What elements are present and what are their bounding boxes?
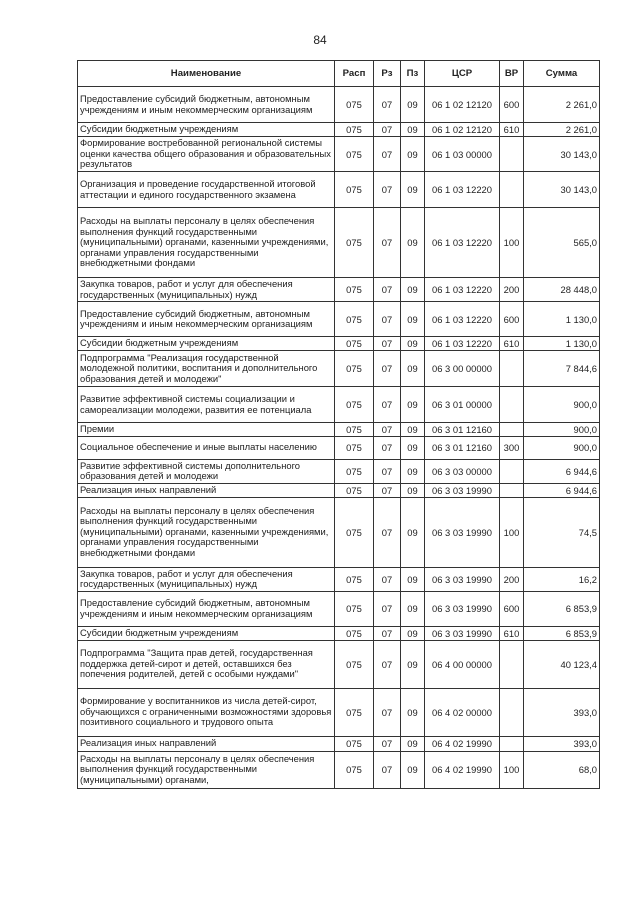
cell-vr xyxy=(500,483,524,497)
cell-vr: 100 xyxy=(500,497,524,567)
table-row xyxy=(78,302,600,337)
cell-vr xyxy=(500,172,524,208)
cell-sum: 6 944,6 xyxy=(524,483,600,497)
cell-name: Подпрограмма "Реализация государственной молодежной политики, воспитания и дополнительного образования детей и молодежи" xyxy=(78,351,335,387)
header-sum: Сумма xyxy=(524,61,600,87)
cell-pz: 09 xyxy=(401,302,425,337)
cell-sum: 900,0 xyxy=(524,436,600,459)
table-row xyxy=(78,567,600,591)
cell-sum: 900,0 xyxy=(524,423,600,437)
cell-pz: 09 xyxy=(401,123,425,137)
cell-vr xyxy=(500,459,524,483)
table-row xyxy=(78,387,600,423)
cell-name: Развитие эффективной системы социализации и самореализации молодежи, развития ее потенциала xyxy=(78,387,335,423)
cell-sum: 900,0 xyxy=(524,387,600,423)
cell-pz: 09 xyxy=(401,436,425,459)
cell-pz: 09 xyxy=(401,626,425,640)
cell-name: Подпрограмма "Защита прав детей, государственная поддержка детей-сирот и детей, оставшихся без попечения родителей, детей с особыми нуждами" xyxy=(78,640,335,688)
cell-name: Реализация иных направлений xyxy=(78,483,335,497)
table-row xyxy=(78,459,600,483)
header-vr: ВР xyxy=(500,61,524,87)
cell-rz: 07 xyxy=(374,736,401,751)
table-row xyxy=(78,483,600,497)
table-row xyxy=(78,137,600,172)
cell-sum: 6 944,6 xyxy=(524,459,600,483)
cell-name: Развитие эффективной системы дополнительного образования детей и молодежи xyxy=(78,459,335,483)
cell-csr: 06 3 03 19990 xyxy=(425,626,500,640)
cell-name: Субсидии бюджетным учреждениям xyxy=(78,337,335,351)
cell-rz: 07 xyxy=(374,172,401,208)
cell-csr: 06 1 03 12220 xyxy=(425,278,500,302)
cell-sum: 74,5 xyxy=(524,497,600,567)
cell-pz: 09 xyxy=(401,423,425,437)
table-row xyxy=(78,87,600,123)
cell-sum: 1 130,0 xyxy=(524,302,600,337)
cell-rasp: 075 xyxy=(335,278,374,302)
cell-rz: 07 xyxy=(374,640,401,688)
cell-name: Предоставление субсидий бюджетным, автономным учреждениям и иным некоммерческим организациям xyxy=(78,591,335,626)
cell-rasp: 075 xyxy=(335,591,374,626)
cell-rasp: 075 xyxy=(335,337,374,351)
cell-pz: 09 xyxy=(401,497,425,567)
cell-rz: 07 xyxy=(374,302,401,337)
cell-rasp: 075 xyxy=(335,423,374,437)
cell-rz: 07 xyxy=(374,567,401,591)
cell-rz: 07 xyxy=(374,626,401,640)
table-row xyxy=(78,208,600,278)
cell-rasp: 075 xyxy=(335,688,374,736)
cell-csr: 06 3 01 12160 xyxy=(425,423,500,437)
cell-name: Формирование у воспитанников из числа детей-сирот, обучающихся с ограниченными возможностями здоровья позитивного социального и трудового опыта xyxy=(78,688,335,736)
cell-vr xyxy=(500,423,524,437)
cell-pz: 09 xyxy=(401,278,425,302)
table-header-row xyxy=(78,61,600,87)
cell-rz: 07 xyxy=(374,459,401,483)
cell-rasp: 075 xyxy=(335,208,374,278)
cell-csr: 06 1 03 12220 xyxy=(425,172,500,208)
cell-rz: 07 xyxy=(374,337,401,351)
cell-vr: 300 xyxy=(500,436,524,459)
table-row xyxy=(78,436,600,459)
cell-sum: 16,2 xyxy=(524,567,600,591)
cell-name: Премии xyxy=(78,423,335,437)
cell-rz: 07 xyxy=(374,591,401,626)
cell-name: Расходы на выплаты персоналу в целях обеспечения выполнения функций государственными (муниципальными) органами, казенными учреждениями, органами управления государственными внебюджетными фондами xyxy=(78,208,335,278)
table-row xyxy=(78,736,600,751)
cell-csr: 06 1 03 12220 xyxy=(425,302,500,337)
cell-name: Формирование востребованной региональной системы оценки качества общего образования и образовательных результатов xyxy=(78,137,335,172)
cell-rasp: 075 xyxy=(335,302,374,337)
table-row xyxy=(78,751,600,788)
cell-rasp: 075 xyxy=(335,751,374,788)
cell-rasp: 075 xyxy=(335,351,374,387)
cell-name: Субсидии бюджетным учреждениям xyxy=(78,626,335,640)
table-body xyxy=(78,87,600,789)
cell-sum: 393,0 xyxy=(524,736,600,751)
cell-vr xyxy=(500,640,524,688)
cell-sum: 1 130,0 xyxy=(524,337,600,351)
cell-csr: 06 4 00 00000 xyxy=(425,640,500,688)
cell-csr: 06 3 00 00000 xyxy=(425,351,500,387)
cell-sum: 6 853,9 xyxy=(524,626,600,640)
table-row xyxy=(78,626,600,640)
cell-sum: 2 261,0 xyxy=(524,87,600,123)
table-row xyxy=(78,591,600,626)
cell-rasp: 075 xyxy=(335,387,374,423)
cell-rz: 07 xyxy=(374,751,401,788)
cell-pz: 09 xyxy=(401,337,425,351)
cell-csr: 06 1 02 12120 xyxy=(425,87,500,123)
table-row xyxy=(78,123,600,137)
cell-pz: 09 xyxy=(401,208,425,278)
cell-csr: 06 1 03 12220 xyxy=(425,337,500,351)
cell-csr: 06 1 02 12120 xyxy=(425,123,500,137)
cell-vr: 600 xyxy=(500,87,524,123)
cell-vr: 610 xyxy=(500,337,524,351)
cell-pz: 09 xyxy=(401,567,425,591)
cell-name: Социальное обеспечение и иные выплаты населению xyxy=(78,436,335,459)
header-pz: Пз xyxy=(401,61,425,87)
cell-rasp: 075 xyxy=(335,172,374,208)
cell-sum: 7 844,6 xyxy=(524,351,600,387)
cell-pz: 09 xyxy=(401,736,425,751)
cell-rasp: 075 xyxy=(335,87,374,123)
cell-name: Предоставление субсидий бюджетным, автономным учреждениям и иным некоммерческим организациям xyxy=(78,302,335,337)
cell-name: Реализация иных направлений xyxy=(78,736,335,751)
cell-sum: 2 261,0 xyxy=(524,123,600,137)
cell-vr: 600 xyxy=(500,302,524,337)
table-row xyxy=(78,497,600,567)
budget-table xyxy=(77,60,600,789)
cell-csr: 06 3 03 19990 xyxy=(425,567,500,591)
cell-pz: 09 xyxy=(401,351,425,387)
cell-vr: 610 xyxy=(500,123,524,137)
cell-vr: 610 xyxy=(500,626,524,640)
cell-rasp: 075 xyxy=(335,137,374,172)
cell-csr: 06 1 03 00000 xyxy=(425,137,500,172)
cell-rasp: 075 xyxy=(335,736,374,751)
cell-rz: 07 xyxy=(374,278,401,302)
cell-rasp: 075 xyxy=(335,436,374,459)
cell-pz: 09 xyxy=(401,87,425,123)
cell-name: Расходы на выплаты персоналу в целях обеспечения выполнения функций государственными (муниципальными) органами, казенными учреждениями, органами управления государственными внебюджетными фондами xyxy=(78,497,335,567)
cell-rz: 07 xyxy=(374,483,401,497)
cell-vr: 600 xyxy=(500,591,524,626)
cell-sum: 30 143,0 xyxy=(524,137,600,172)
table-row xyxy=(78,640,600,688)
cell-rz: 07 xyxy=(374,436,401,459)
cell-rasp: 075 xyxy=(335,123,374,137)
cell-csr: 06 3 01 00000 xyxy=(425,387,500,423)
cell-sum: 28 448,0 xyxy=(524,278,600,302)
header-name: Наименование xyxy=(78,61,335,87)
table-row xyxy=(78,278,600,302)
cell-rz: 07 xyxy=(374,423,401,437)
cell-csr: 06 3 03 00000 xyxy=(425,459,500,483)
cell-csr: 06 4 02 19990 xyxy=(425,736,500,751)
cell-rasp: 075 xyxy=(335,459,374,483)
cell-pz: 09 xyxy=(401,137,425,172)
cell-vr xyxy=(500,688,524,736)
cell-vr xyxy=(500,387,524,423)
cell-pz: 09 xyxy=(401,751,425,788)
cell-rasp: 075 xyxy=(335,626,374,640)
cell-pz: 09 xyxy=(401,172,425,208)
cell-pz: 09 xyxy=(401,459,425,483)
cell-pz: 09 xyxy=(401,387,425,423)
cell-vr: 100 xyxy=(500,208,524,278)
cell-rz: 07 xyxy=(374,351,401,387)
cell-pz: 09 xyxy=(401,640,425,688)
cell-rasp: 075 xyxy=(335,497,374,567)
cell-csr: 06 3 01 12160 xyxy=(425,436,500,459)
table-row xyxy=(78,423,600,437)
header-rasp: Расп xyxy=(335,61,374,87)
cell-vr xyxy=(500,351,524,387)
cell-sum: 393,0 xyxy=(524,688,600,736)
cell-name: Закупка товаров, работ и услуг для обеспечения государственных (муниципальных) нужд xyxy=(78,567,335,591)
cell-vr: 200 xyxy=(500,567,524,591)
cell-rz: 07 xyxy=(374,387,401,423)
cell-rz: 07 xyxy=(374,688,401,736)
cell-sum: 6 853,9 xyxy=(524,591,600,626)
cell-vr xyxy=(500,736,524,751)
cell-sum: 68,0 xyxy=(524,751,600,788)
cell-rasp: 075 xyxy=(335,640,374,688)
cell-sum: 565,0 xyxy=(524,208,600,278)
header-rz: Рз xyxy=(374,61,401,87)
cell-csr: 06 4 02 19990 xyxy=(425,751,500,788)
cell-rasp: 075 xyxy=(335,567,374,591)
cell-name: Закупка товаров, работ и услуг для обеспечения государственных (муниципальных) нужд xyxy=(78,278,335,302)
cell-rz: 07 xyxy=(374,497,401,567)
table-row xyxy=(78,337,600,351)
cell-name: Организация и проведение государственной итоговой аттестации и единого государственного экзамена xyxy=(78,172,335,208)
cell-csr: 06 3 03 19990 xyxy=(425,591,500,626)
table-row xyxy=(78,688,600,736)
cell-csr: 06 3 03 19990 xyxy=(425,497,500,567)
cell-rasp: 075 xyxy=(335,483,374,497)
header-csr: ЦСР xyxy=(425,61,500,87)
cell-pz: 09 xyxy=(401,483,425,497)
table-row xyxy=(78,351,600,387)
cell-csr: 06 3 03 19990 xyxy=(425,483,500,497)
cell-pz: 09 xyxy=(401,591,425,626)
cell-name: Предоставление субсидий бюджетным, автономным учреждениям и иным некоммерческим организациям xyxy=(78,87,335,123)
cell-vr: 100 xyxy=(500,751,524,788)
cell-vr xyxy=(500,137,524,172)
cell-rz: 07 xyxy=(374,208,401,278)
cell-sum: 40 123,4 xyxy=(524,640,600,688)
cell-pz: 09 xyxy=(401,688,425,736)
cell-rz: 07 xyxy=(374,123,401,137)
table-row xyxy=(78,172,600,208)
cell-name: Субсидии бюджетным учреждениям xyxy=(78,123,335,137)
cell-sum: 30 143,0 xyxy=(524,172,600,208)
cell-vr: 200 xyxy=(500,278,524,302)
cell-name: Расходы на выплаты персоналу в целях обеспечения выполнения функций государственными (муниципальными) органами, xyxy=(78,751,335,788)
cell-rz: 07 xyxy=(374,87,401,123)
cell-csr: 06 4 02 00000 xyxy=(425,688,500,736)
cell-rz: 07 xyxy=(374,137,401,172)
cell-csr: 06 1 03 12220 xyxy=(425,208,500,278)
page-number: 84 xyxy=(313,33,327,47)
